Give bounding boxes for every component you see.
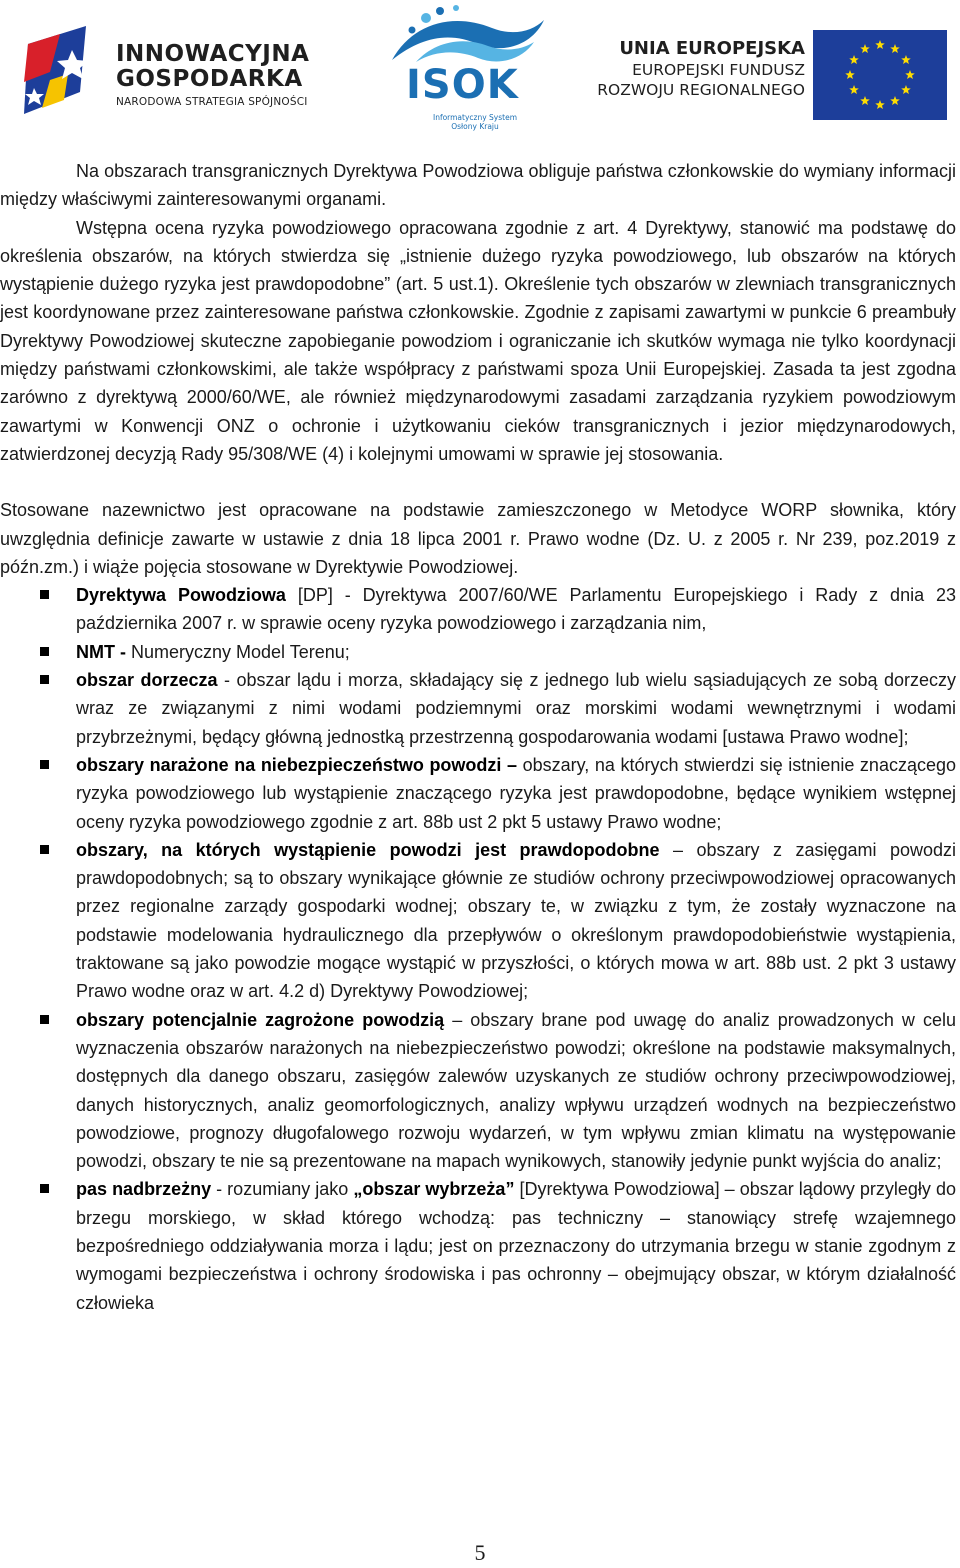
- definition-term: obszary potencjalnie zagrożone powodzią: [76, 1009, 445, 1030]
- square-bullet-icon: [40, 590, 49, 599]
- isok-wordmark: ISOK: [406, 62, 519, 108]
- list-item: [0, 581, 956, 638]
- list-item: [0, 751, 956, 836]
- definitions-list: [0, 581, 956, 1317]
- eu-text-logo: [575, 38, 805, 100]
- definition-text: Numeryczny Model Terenu;: [125, 641, 350, 662]
- definition-term: obszary, na których wystąpienie powodzi jest prawdopodobne: [76, 839, 660, 860]
- definition-term: NMT -: [76, 641, 126, 662]
- logo-line-strategia: NARODOWA STRATEGIA SPÓJNOŚCI: [116, 96, 308, 108]
- list-item: [0, 1175, 956, 1316]
- logo-line-unia: UNIA EUROPEJSKA: [619, 38, 805, 59]
- isok-logo: [382, 2, 552, 136]
- page-number: 5: [474, 1540, 486, 1565]
- definition-text: [DP] - Dyrektywa 2007/60/WE Parlamentu Europejskiego i Rady z dnia 23 października 2007 r. w sprawie oceny ryzyka powodziowego i zarządzania nim,: [76, 585, 957, 634]
- list-item: [0, 1006, 956, 1176]
- definition-term-secondary: „obszar wybrzeża”: [353, 1179, 515, 1200]
- definition-term: pas nadbrzeżny: [76, 1179, 212, 1200]
- list-item: [0, 666, 956, 751]
- innowacyjna-gospodarka-logo: [20, 18, 330, 118]
- paragraph-preliminary-assessment: Wstępna ocena ryzyka powodziowego opracowana zgodnie z art. 4 Dyrektywy, stanowić ma podstawę do określenia obszarów, na których stwierdza się „istnienie dużego ryzyka powodziowego, lub obszarów na których wystąpienie dużego ryzyka jest prawdopodobne” (art. 5 ust.1). Określenie tych obszarów w zlewniach transgranicznych jest koordynowane przez zainteresowane państwa członkowskie. Zgodnie z zapisami zawartymi w punkcie 6 preambuły Dyrektywy Powodziowej skuteczne zapobieganie powodziom i ograniczanie ich skutków wymaga nie tylko koordynacji między państwami członkowskimi, ale także współpracy z państwami spoza Unii Europejskiej. Zasada ta jest zgodna zarówno z dyrektywą 2000/60/WE, ale również międzynarodowymi zasadami zarządzania ryzykiem powodziowym zawartymi w Konwencji ONZ o ochronie i użytkowaniu cieków transgranicznych i jezior międzynarodowych, zatwierdzonej decyzją Rady 95/308/WE (4) i kolejnymi umowami w sprawie jej stosowania.: [0, 217, 956, 464]
- square-bullet-icon: [40, 647, 49, 656]
- definition-text: - rozumiany jako: [211, 1179, 354, 1200]
- square-bullet-icon: [40, 1184, 49, 1193]
- definition-text: obszary, na których stwierdzi się istnienie znaczącego ryzyka powodziowego lub wystąpienie znaczącego ryzyka jest prawdopodobne, będące wynikiem wstępnej oceny ryzyka powodziowego zgodnie z art. 88b ust 2 pkt 5 ustawy Prawo wodne;: [76, 754, 956, 832]
- logo-line-gospodarka: GOSPODARKA: [116, 66, 303, 92]
- paragraph-gap: [0, 468, 956, 496]
- document-body: [0, 157, 956, 1317]
- logo-line-innowacyjna: INNOWACYJNA: [116, 41, 310, 67]
- eu-flag-icon: [813, 30, 947, 120]
- paragraph-nomenclature: Stosowane nazewnictwo jest opracowane na podstawie zamieszczonego w Metodyce WORP słownika, który uwzględnia definicje zawarte w ustawie z dnia 18 lipca 2001 r. Prawo wodne (Dz. U. z 2005 r. Nr 239, poz.2019 z późn.zm.) i wiąże pojęcia stosowane w Dyrektywie Powodziowej.: [0, 500, 956, 577]
- page-header: [0, 0, 960, 140]
- isok-subtitle: [420, 113, 530, 131]
- definition-term: obszar dorzecza: [76, 670, 218, 691]
- definition-text-continued: [Dyrektywa Powodziowa] – obszar lądowy przyległy do brzegu morskiego, w skład którego wchodzą: pas techniczny – stanowiący strefę wzajemnego bezpośredniego oddziaływania morza i lądu; jest on przeznaczony do utrzymania brzegu w stanie zgodnym z wymogami bezpieczeństwa i ochrony środowiska i pas ochronny – obejmujący obszar, w którym działalność człowieka: [76, 1179, 956, 1313]
- logo-line-rozwoju: ROZWOJU REGIONALNEGO: [597, 81, 805, 99]
- definition-text: - obszar lądu i morza, składający się z jednego lub wielu sąsiadujących ze sobą dorzeczy wraz ze związanymi z nimi wodami podziemnymi oraz morskimi wodami wewnętrznymi i wodami przybrzeżnymi, będący główną jednostką przestrzenną gospodarowania wodami [ustawa Prawo wodne];: [76, 670, 956, 747]
- isok-subtitle-line1: Informatyczny System: [432, 113, 518, 122]
- list-item: [0, 836, 956, 1006]
- definition-text: – obszary z zasięgami powodzi prawdopodobnych; są to obszary wynikające głównie ze studiów ochrony przeciwpowodziowej opracowanych przez regionalne zarządy gospodarki wodnej; obszary te, w związku z tym, że zostały wyznaczone na podstawie modelowania hydraulicznego dla przepływów o określonym prawdopodobieństwie wystąpienia, traktowane są jako powodzie mogące wystąpić w przyszłości, o których mowa w art. 88b ust. 2 pkt 3 ustawy Prawo wodne oraz w art. 4.2 d) Dyrektywy Powodziowej;: [76, 839, 956, 1002]
- definition-term: obszary narażone na niebezpieczeństwo powodzi –: [76, 754, 518, 775]
- square-bullet-icon: [40, 845, 49, 854]
- paragraph-transboundary: Na obszarach transgranicznych Dyrektywa Powodziowa obliguje państwa członkowskie do wymiany informacji między właściwymi zainteresowanymi organami.: [0, 161, 956, 210]
- definition-text: – obszary brane pod uwagę do analiz prowadzonych w celu wyznaczenia obszarów narażonych na niebezpieczeństwo powodzi; określone na podstawie maksymalnych, dostępnych dla danego obszaru, zasięgów zalewów uzyskanych ze studiów ochrony przeciwpowodziowej, danych historycznych, analiz geomorfologicznych, analizy wpływu urządzeń wodnych na bezpieczeństwo powodziowe, prognozy długofalowego rozwoju wydarzeń, w tym wpływu zmian klimatu na występowanie powodzi, obszary te nie są prezentowane na mapach wynikowych, stanowiły jedynie punkt wyjścia do analiz;: [76, 1009, 956, 1172]
- list-item: [0, 638, 956, 666]
- definition-term: Dyrektywa Powodziowa: [76, 585, 286, 606]
- logo-line-fundusz: EUROPEJSKI FUNDUSZ: [632, 61, 805, 79]
- square-bullet-icon: [40, 1015, 49, 1024]
- isok-subtitle-line2: Osłony Kraju: [451, 122, 499, 131]
- square-bullet-icon: [40, 675, 49, 684]
- innowacyjna-gospodarka-mark-icon: [20, 22, 102, 118]
- square-bullet-icon: [40, 760, 49, 769]
